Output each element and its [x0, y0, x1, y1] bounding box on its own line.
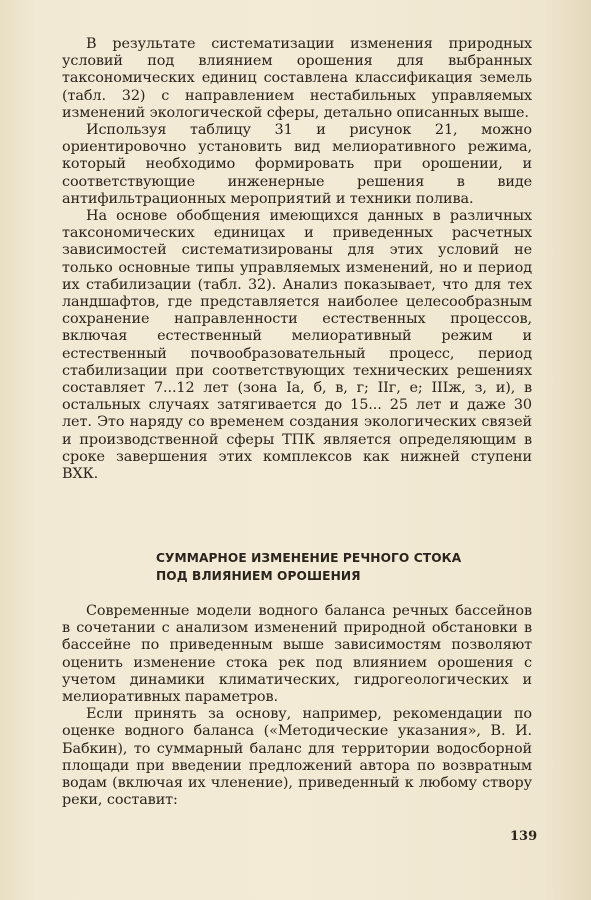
- paragraph-babkin-recommendations: Если принять за основу, например, рекомендации по оценке водного баланса («Методические указания», В. И. Бабкин), то суммарный баланс для территории водосборной площади при введении предложений автора по возвратным водам (включая их членение), приведенный к любому створу реки, составит:: [62, 706, 532, 809]
- paragraph-stabilization-period: На основе обобщения имеющихся данных в различных таксономических единицах и приведенных расчетных зависимостей систематизированы для этих условий не только основные типы управляемых изменений, но и период их стабилизации (табл. 32). Анализ показывает, что для тех ландшафтов, где представляется наиболее целесообразным сохранение направленности естественных процессов, включая естественный мелиоративный режим и естественный почвообразовательный процесс, период стабилизации при соответствующих технических решениях составляет 7...12 лет (зона Iа, б, в, г; IIг, е; IIIж, з, и), в остальных случаях затягивается до 15... 25 лет и даже 30 лет. Это наряду со временем создания экологических связей и производственной сферы ТПК является определяющим в сроке завершения этих комплексов как нижней ступени ВХК.: [62, 208, 532, 483]
- section-heading-line-1: СУММАРНОЕ ИЗМЕНЕНИЕ РЕЧНОГО СТОКА: [156, 551, 462, 565]
- paragraph-classification: В результате систематизации изменения природных условий под влиянием орошения для выбранных таксономических единиц составлена классификация земель (табл. 32) с направлением нестабильных управляемых изменений экологической сферы, детально описанных выше.: [62, 36, 532, 121]
- section-heading-line-2: ПОД ВЛИЯНИЕМ ОРОШЕНИЯ: [156, 569, 361, 583]
- page-number: 139: [510, 829, 538, 844]
- paragraph-melioration-regime: Используя таблицу 31 и рисунок 21, можно ориентировочно установить вид мелиоративного режима, который необходимо формировать при орошении, и соответствующие инженерные решения в виде антифильтрационных мероприятий и техники полива.: [62, 122, 532, 207]
- section-heading: [156, 549, 496, 585]
- text-section-river-runoff: [62, 603, 532, 809]
- text-section-classification: [62, 36, 532, 483]
- paragraph-water-balance-models: Современные модели водного баланса речных бассейнов в сочетании с анализом изменений природной обстановки в бассейне по приведенным выше зависимостям позволяют оценить изменение стока рек под влиянием орошения с учетом динамики климатических, гидрогеологических и мелиоративных параметров.: [62, 603, 532, 706]
